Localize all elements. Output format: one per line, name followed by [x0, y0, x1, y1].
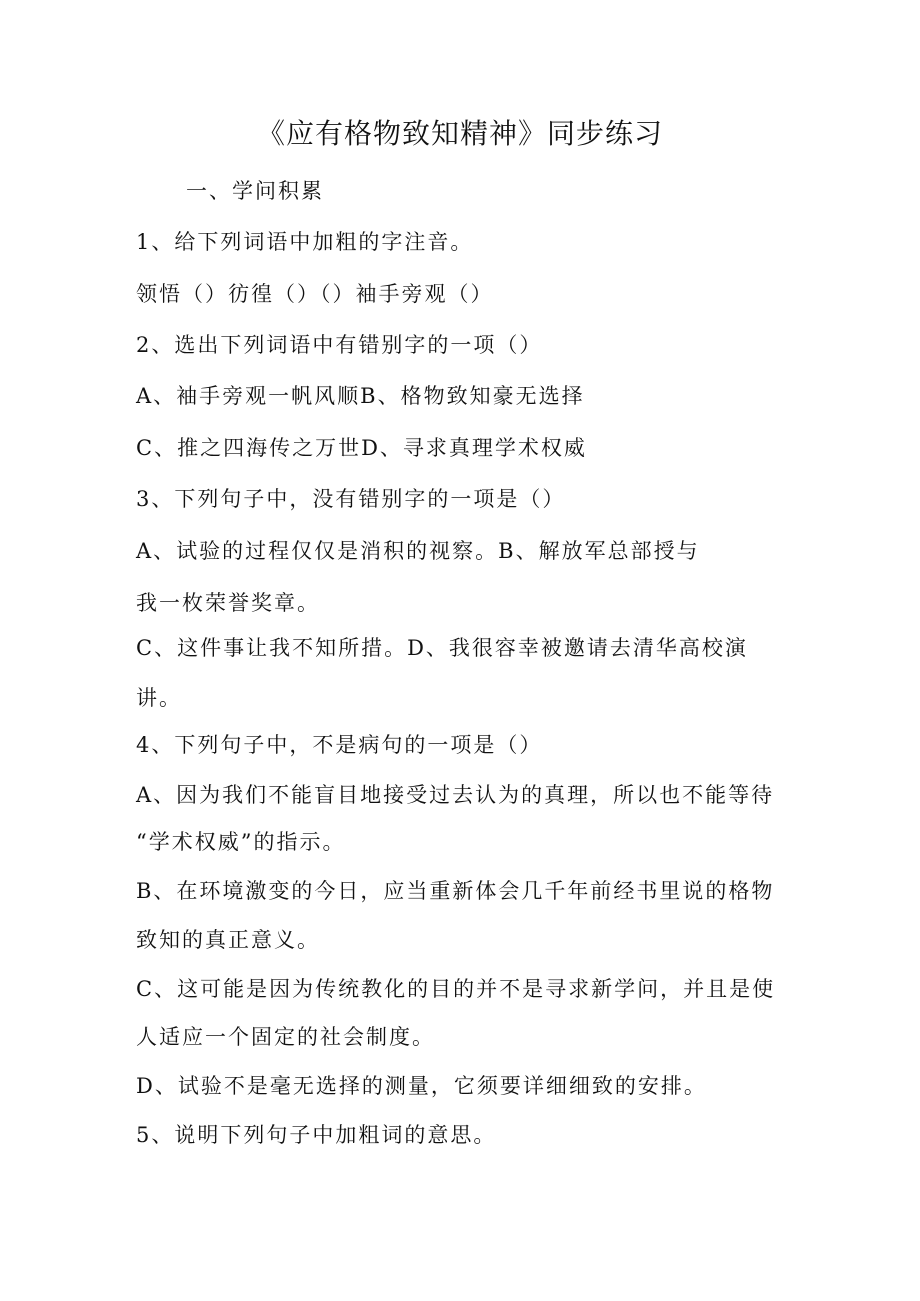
question-4-option-c-cont: 人适应一个固定的社会制度。 [136, 1025, 435, 1049]
question-1: 1、给下列词语中加粗的字注音。 [136, 230, 474, 254]
question-4-option-a: A、因为我们不能盲目地接受过去认为的真理，所以也不能等待 [136, 783, 775, 807]
question-3: 3、下列句子中，没有错别字的一项是（） [136, 487, 566, 511]
section-heading: 一、学问积累 [186, 179, 324, 203]
question-4-option-d: D、试验不是毫无选择的测量，它须要详细细致的安排。 [136, 1074, 707, 1098]
question-3-option-d-cont: 讲。 [136, 686, 182, 710]
question-4-option-b-cont: 致知的真正意义。 [136, 928, 320, 952]
question-1-items: 领悟（）彷徨（）（）袖手旁观（） [136, 282, 494, 306]
document-title: 《应有格物致知精神》同步练习 [256, 117, 663, 150]
question-4: 4、下列句子中，不是病句的一项是（） [136, 733, 543, 757]
question-2-option-ab: A、袖手旁观一帆风顺B、格物致知豪无选择 [136, 384, 585, 408]
question-5: 5、说明下列句子中加粗词的意思。 [136, 1123, 497, 1147]
question-4-option-a-cont: “学术权威”的指示。 [136, 830, 346, 854]
question-3-option-b-cont: 我一枚荣誉奖章。 [136, 591, 320, 615]
question-4-option-b: B、在环境激变的今日，应当重新体会几千年前经书里说的格物 [136, 879, 775, 903]
question-3-option-cd: C、这件事让我不知所措。D、我很容幸被邀请去清华高校演 [136, 636, 748, 660]
question-4-option-c: C、这可能是因为传统教化的目的并不是寻求新学问，并且是使 [136, 977, 776, 1001]
question-2-option-cd: C、推之四海传之万世D、寻求真理学术权威 [136, 436, 587, 460]
question-2: 2、选出下列词语中有错别字的一项（） [136, 333, 543, 357]
question-3-option-ab: A、试验的过程仅仅是消积的视察。B、解放军总部授与 [136, 539, 700, 563]
